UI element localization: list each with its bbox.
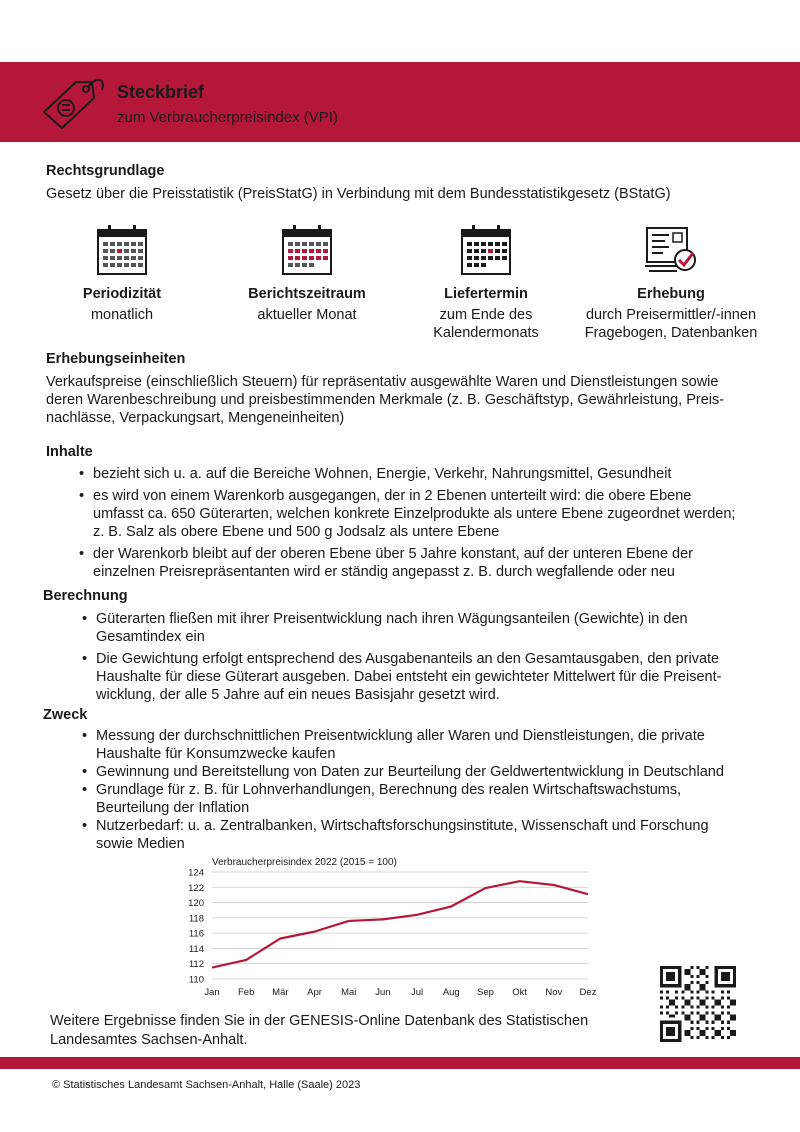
berechnung-list [82,610,721,704]
fact-berichtszeitraum [217,222,397,324]
fact-value-line: Fragebogen, Datenbanken [584,325,758,341]
y-tick-label: 124 [188,867,204,879]
series-line-vpi [212,881,588,967]
text-line: Landesamtes Sachsen-Anhalt. [50,1032,248,1048]
fact-value-line: zum Ende des [439,307,533,323]
list-item-line: z. B. Salz als obere Ebene und 500 g Jodsalz als untere Ebene [93,524,500,540]
list-item-line: • Güterarten fließen mit ihrer Preisentwicklung nach ihren Wägungsanteilen (Gewichte) in den [96,611,688,627]
list-item [82,763,724,781]
x-tick-label: Mär [272,987,289,998]
list-item [79,545,735,581]
list-item [82,817,724,853]
qr-code-icon[interactable] [660,966,736,1042]
text-line: deren Warenbeschreibung und preisbestimmenden Merkmale (z. B. Geschäftstyp, Gewährleistung, Preis- [46,392,725,408]
list-item [82,781,724,817]
x-tick-label: Okt [512,987,528,998]
fact-value: monatlich [90,307,154,323]
list-item-line: • Messung der durchschnittlichen Preisentwicklung aller Waren und Dienstleistungen, die private [96,728,705,744]
text-line: Weitere Ergebnisse finden Sie in der GENESIS-Online Datenbank des Statistischen [50,1013,589,1029]
fact-periodizitaet [32,222,212,324]
erhebungseinheiten-text [46,373,724,427]
rechtsgrundlage-text: Gesetz über die Preisstatistik (PreisStatG) in Verbindung mit dem Bundesstatistikgesetz (BStatG) [46,186,671,202]
facts-row [32,222,772,347]
list-item [79,487,735,541]
list-item-line: Haushalte für Konsumzwecke kaufen [96,746,336,762]
berechnung-heading: Berechnung [43,588,128,604]
list-item-line: • Nutzerbedarf: u. a. Zentralbanken, Wirtschaftsforschungsinstitute, Wissenschaft und Forschung [96,818,709,834]
text-line: Verkaufspreise (einschließlich Steuern) für repräsentativ ausgewählte Waren und Dienstleistungen sowie [46,374,719,390]
list-item-line: einzelnen Preisrepräsentanten wird er ständig angepasst z. B. durch wegfallende oder neu [93,564,675,580]
inhalte-list [79,465,735,581]
fact-label: Liefertermin [444,286,528,302]
x-tick-label: Jun [375,987,391,998]
y-tick-label: 122 [188,882,204,894]
fact-value [571,306,771,342]
y-tick-label: 118 [188,913,204,925]
x-tick-label: Jul [411,987,424,998]
calendar-icon [94,222,150,278]
list-item-line: • Grundlage für z. B. für Lohnverhandlungen, Berechnung des realen Wirtschaftswachstums, [96,782,682,798]
text-line: nachlässe, Verpackungsart, Mengeneinheiten) [46,410,345,426]
fact-erhebung [571,222,771,342]
footer-band [0,1057,800,1069]
x-tick-label: Feb [237,987,255,998]
list-item [82,727,724,763]
fact-label: Berichtszeitraum [248,286,366,302]
list-item-line: umfasst ca. 650 Güterarten, welchen konkrete Einzelprodukte als untere Ebene zugeordnet werden; [93,506,736,522]
list-item [79,465,735,483]
x-tick-label: Mai [341,987,357,998]
rechtsgrundlage-heading: Rechtsgrundlage [46,163,165,179]
x-tick-label: Dez [579,987,597,998]
y-tick-label: 120 [188,898,204,910]
list-item-line: • der Warenkorb bleibt auf der oberen Ebene über 5 Jahre konstant, auf der unteren Ebene der [93,546,693,562]
list-item-line: • bezieht sich u. a. auf die Bereiche Wohnen, Energie, Verkehr, Nahrungsmittel, Gesundheit [93,466,672,482]
list-item-line: • Gewinnung und Bereitstellung von Daten zur Beurteilung der Geldwertentwicklung in Deutschland [96,764,724,780]
list-item-line: Gesamtindex ein [96,629,205,645]
price-tag-icon [36,68,108,138]
page-subtitle: zum Verbraucherpreisindex (VPI) [117,109,338,126]
list-item [82,610,721,646]
copyright-notice: © Statistisches Landesamt Sachsen-Anhalt, Halle (Saale) 2023 [52,1079,361,1091]
calendar-day-icon [458,222,514,278]
x-tick-label: Jan [204,987,220,998]
page-title: Steckbrief [117,82,205,102]
chart-title: Verbraucherpreisindex 2022 (2015 = 100) [212,857,397,868]
list-item-line: Beurteilung der Inflation [96,800,250,816]
list-item [82,650,721,704]
survey-checkmark-icon [643,222,699,278]
x-tick-label: Sep [477,987,494,998]
calendar-month-icon [279,222,335,278]
list-item-line: sowie Medien [96,836,185,852]
vpi-line-chart [170,855,610,1005]
fact-value: aktueller Monat [257,307,357,323]
list-item-line: • Die Gewichtung erfolgt entsprechend des Ausgabenanteils an den Gesamtausgaben, den private [96,651,720,667]
y-tick-label: 116 [188,928,204,940]
list-item-line: Haushalte für diese Güterart ausgeben. Dabei entsteht ein gewichteter Mittelwert für die Preisent- [96,669,722,685]
y-tick-label: 112 [188,959,204,971]
fact-label: Periodizität [82,286,162,302]
x-tick-label: Aug [442,987,460,998]
fact-label: Erhebung [637,286,705,302]
fact-value-line: durch Preisermittler/-innen [585,307,757,323]
x-tick-label: Apr [307,987,322,998]
fact-liefertermin [396,222,576,342]
fact-value [396,306,576,342]
zweck-heading: Zweck [43,707,88,723]
header-band [0,62,800,142]
fact-value-line: Kalendermonats [433,325,539,341]
y-tick-label: 110 [188,974,204,986]
y-tick-label: 114 [188,943,204,955]
erhebungseinheiten-heading: Erhebungseinheiten [46,351,186,367]
list-item-line: • es wird von einem Warenkorb ausgegangen, der in 2 Ebenen unterteilt wird: die obere Ebene [93,488,692,504]
more-info-text [50,1012,588,1050]
list-item-line: wicklung, der alle 5 Jahre auf ein neues Basisjahr gesetzt wird. [96,687,500,703]
inhalte-heading: Inhalte [46,444,93,460]
x-tick-label: Nov [545,987,563,998]
zweck-list [82,727,724,853]
